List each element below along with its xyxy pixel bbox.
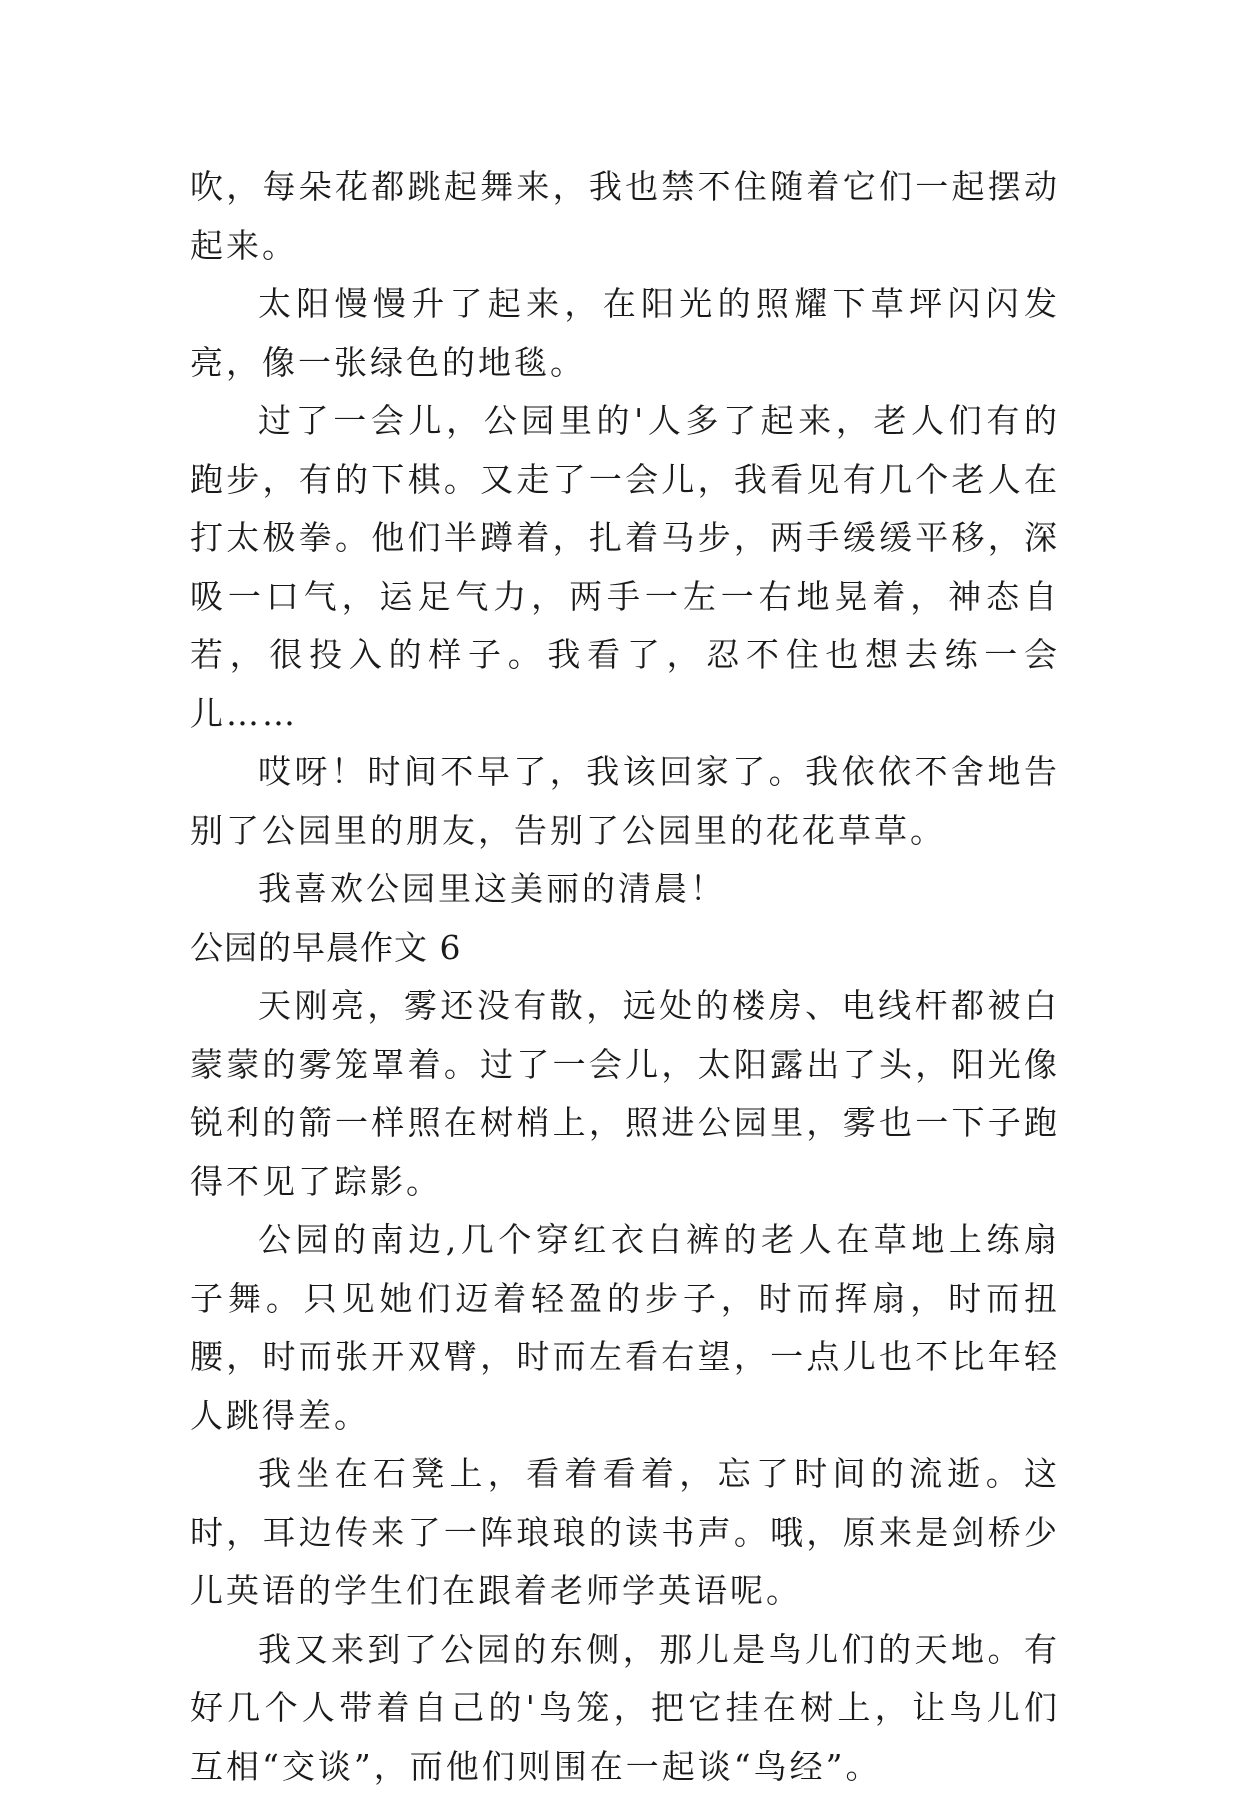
paragraph: 过了一会儿，公园里的'人多了起来，老人们有的跑步，有的下棋。又走了一会儿，我看见有几个老人在打太极拳。他们半蹲着，扎着马步，两手缓缓平移，深吸一口气，运足气力，两手一左一右地晃着，神态自若，很投入的样子。我看了，忍不住也想去练一会儿…… <box>190 392 1060 743</box>
paragraph: 公园的南边,几个穿红衣白裤的老人在草地上练扇子舞。只见她们迈着轻盈的步子，时而挥扇，时而扭腰，时而张开双臂，时而左看右望，一点儿也不比年轻人跳得差。 <box>190 1211 1060 1445</box>
paragraph: 我坐在石凳上，看着看着，忘了时间的流逝。这时，耳边传来了一阵琅琅的读书声。哦，原来是剑桥少儿英语的学生们在跟着老师学英语呢。 <box>190 1445 1060 1621</box>
section-heading: 公园的早晨作文 6 <box>190 919 1060 978</box>
document-body <box>190 158 1060 1796</box>
paragraph: 天刚亮，雾还没有散，远处的楼房、电线杆都被白蒙蒙的雾笼罩着。过了一会儿，太阳露出了头，阳光像锐利的箭一样照在树梢上，照进公园里，雾也一下子跑得不见了踪影。 <box>190 977 1060 1211</box>
paragraph: 我又来到了公园的东侧，那儿是鸟儿们的天地。有好几个人带着自己的'鸟笼，把它挂在树上，让鸟儿们互相“交谈”，而他们则围在一起谈“鸟经”。 <box>190 1621 1060 1796</box>
paragraph: 哎呀！时间不早了，我该回家了。我依依不舍地告别了公园里的朋友，告别了公园里的花花草草。 <box>190 743 1060 860</box>
paragraph: 太阳慢慢升了起来，在阳光的照耀下草坪闪闪发亮，像一张绿色的地毯。 <box>190 275 1060 392</box>
paragraph: 吹，每朵花都跳起舞来，我也禁不住随着它们一起摆动起来。 <box>190 158 1060 275</box>
paragraph: 我喜欢公园里这美丽的清晨！ <box>190 860 1060 919</box>
